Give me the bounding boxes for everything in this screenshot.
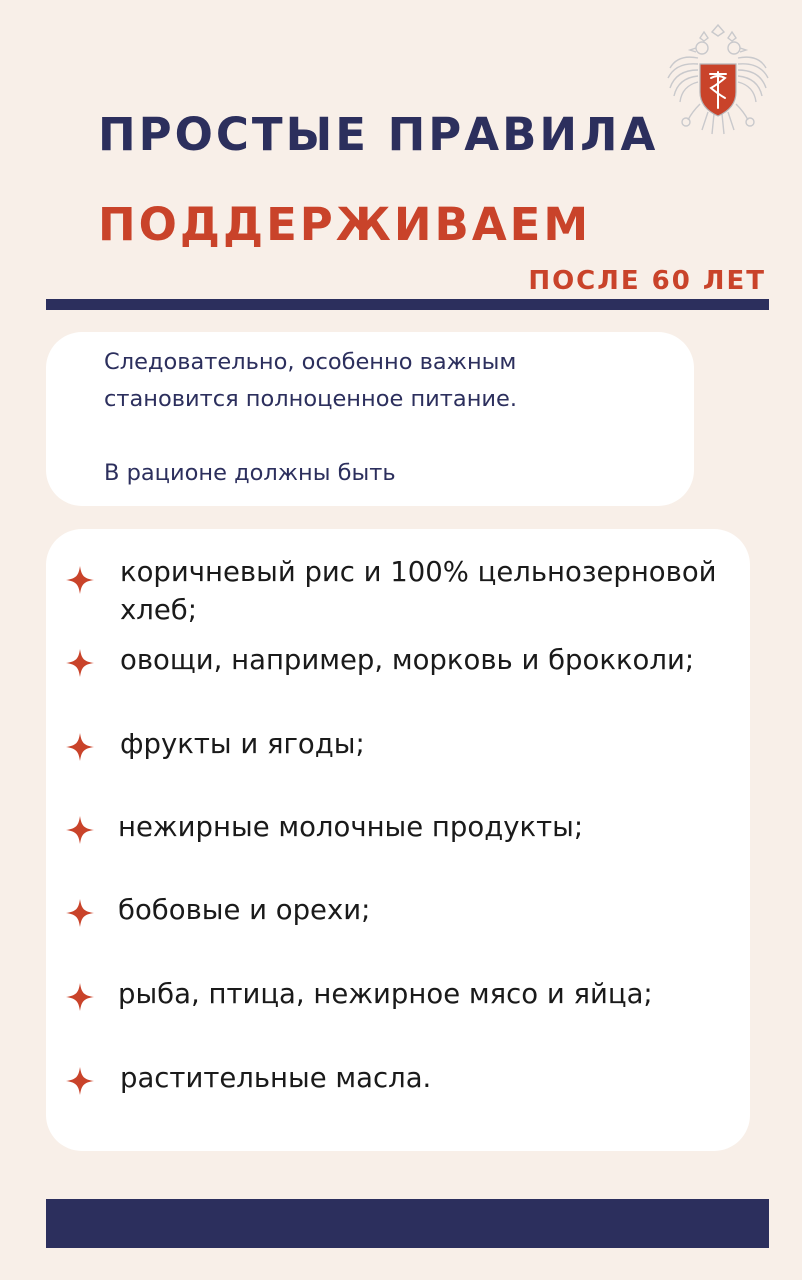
list-item-text: нежирные молочные продукты; (118, 811, 584, 843)
four-point-star-icon (66, 1067, 94, 1095)
intro-line-3: В рационе должны быть (104, 460, 396, 486)
intro-line-1: Следовательно, особенно важным (104, 349, 517, 375)
title-line-1: ПРОСТЫЕ ПРАВИЛА (98, 108, 659, 161)
list-item (66, 891, 736, 971)
intro-line-2: становится полноценное питание. (104, 386, 518, 412)
four-point-star-icon (66, 816, 94, 844)
subtitle: ПОСЛЕ 60 ЛЕТ (528, 266, 766, 296)
list-item-text: бобовые и орехи; (118, 894, 371, 926)
list-item-text: рыба, птица, нежирное мясо и яйца; (118, 978, 653, 1010)
four-point-star-icon (66, 733, 94, 761)
list-item-text: коричневый рис и 100% цельнозерновой хлеб; (120, 556, 717, 626)
list-item-text: фрукты и ягоды; (120, 728, 365, 760)
title-line-2: ПОДДЕРЖИВАЕМ (98, 198, 592, 251)
header-divider (46, 299, 769, 310)
list-item-text: овощи, например, морковь и брокколи; (120, 644, 695, 676)
four-point-star-icon (66, 899, 94, 927)
footer-bar (46, 1199, 769, 1248)
intro-text (104, 344, 664, 492)
four-point-star-icon (66, 566, 94, 594)
list-item (66, 641, 736, 721)
list-item (66, 1059, 736, 1139)
four-point-star-icon (66, 983, 94, 1011)
four-point-star-icon (66, 649, 94, 677)
list-item (66, 975, 736, 1055)
list-item (66, 553, 736, 633)
intro-spacer (104, 418, 664, 455)
list-item-text: растительные масла. (120, 1062, 432, 1094)
list-item (66, 725, 736, 805)
list-item (66, 808, 736, 888)
double-headed-eagle-emblem-icon (664, 24, 772, 136)
